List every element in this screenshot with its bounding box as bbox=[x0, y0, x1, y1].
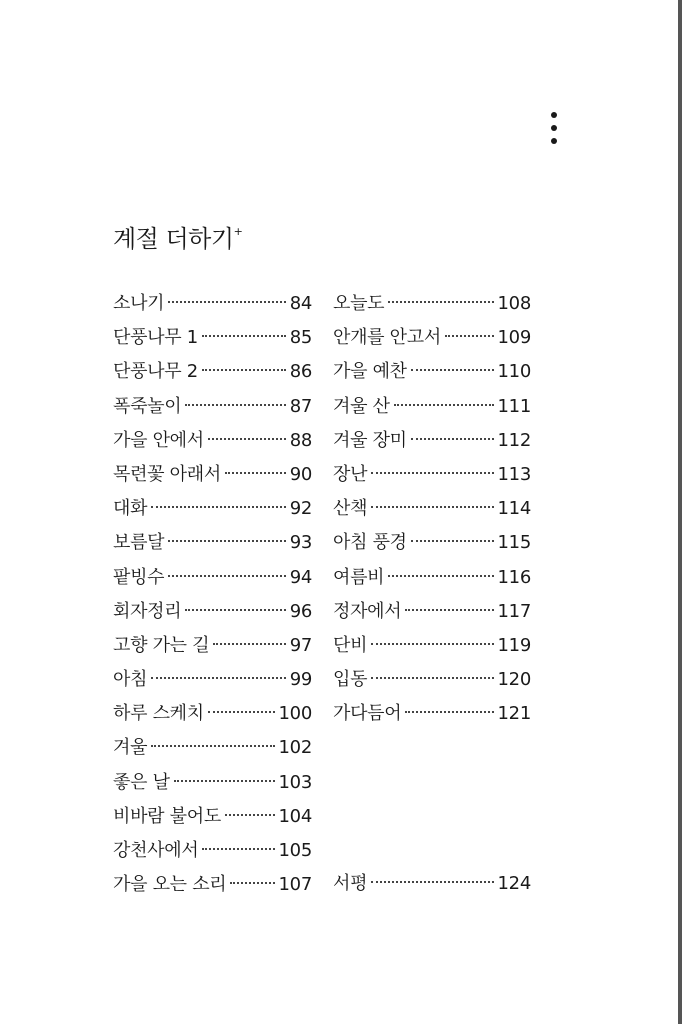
toc-entry-page: 114 bbox=[497, 498, 531, 520]
dot-leader bbox=[388, 301, 493, 303]
toc-entry-title: 좋은 날 bbox=[113, 771, 170, 793]
dot-leader bbox=[151, 506, 286, 508]
dot-leader bbox=[208, 438, 286, 440]
dot-leader bbox=[225, 814, 275, 816]
toc-entry-title: 가을 안에서 bbox=[113, 429, 204, 451]
toc-entry[interactable] bbox=[113, 492, 312, 526]
toc-entry-title: 가다듬어 bbox=[333, 703, 402, 725]
toc-entry-page: 88 bbox=[289, 429, 312, 451]
toc-entry-page: 99 bbox=[289, 669, 312, 691]
toc-entry-title: 단풍나무 2 bbox=[113, 361, 198, 383]
dot-leader bbox=[230, 882, 274, 884]
toc-entry-page: 92 bbox=[289, 498, 312, 520]
dot-leader bbox=[202, 369, 286, 371]
toc-entry[interactable] bbox=[333, 287, 531, 321]
toc-entry-page: 94 bbox=[289, 566, 312, 588]
toc-entry-page: 110 bbox=[497, 361, 531, 383]
toc-entry-page: 96 bbox=[289, 600, 312, 622]
toc-entry[interactable] bbox=[113, 287, 312, 321]
toc-entry-page: 105 bbox=[278, 840, 312, 861]
toc-entry-title: 안개를 안고서 bbox=[333, 327, 441, 349]
toc-entry-page: 87 bbox=[289, 395, 312, 417]
toc-entry-title: 오늘도 bbox=[333, 293, 385, 314]
toc-entry[interactable] bbox=[333, 595, 531, 629]
dot-leader bbox=[168, 540, 285, 542]
toc-entry-title: 아침 풍경 bbox=[333, 532, 407, 554]
toc-entry[interactable] bbox=[113, 834, 312, 868]
toc-entry-page: 103 bbox=[278, 771, 312, 793]
toc-entry-title: 회자정리 bbox=[113, 600, 182, 622]
dot-leader bbox=[371, 677, 493, 679]
page-edge-bar bbox=[678, 0, 682, 1024]
toc-entry-title: 서평 bbox=[333, 873, 368, 894]
toc-column-left bbox=[113, 287, 312, 902]
dot-leader bbox=[411, 369, 494, 371]
toc-entry[interactable] bbox=[113, 697, 312, 731]
toc-entry-title: 하루 스케치 bbox=[113, 703, 204, 725]
dot-leader bbox=[202, 848, 274, 850]
toc-entry-page: 97 bbox=[289, 634, 312, 656]
dot-leader bbox=[411, 438, 494, 440]
menu-dot bbox=[551, 138, 557, 144]
dot-leader bbox=[168, 301, 285, 303]
section-title-text: 계절 더하기 bbox=[113, 225, 234, 253]
toc-entry-title: 강천사에서 bbox=[113, 840, 199, 861]
toc-entry-title: 입동 bbox=[333, 669, 368, 691]
toc-entry-title: 폭죽놀이 bbox=[113, 395, 182, 417]
toc-entry-page: 117 bbox=[497, 600, 531, 622]
toc-entry-title: 산책 bbox=[333, 498, 368, 520]
toc-entry-page: 109 bbox=[497, 327, 531, 349]
toc-entry-title: 겨울 장미 bbox=[333, 429, 407, 451]
dot-leader bbox=[168, 575, 285, 577]
toc-entry[interactable] bbox=[113, 390, 312, 424]
toc-entry[interactable] bbox=[113, 731, 312, 765]
dot-leader bbox=[445, 335, 494, 337]
toc-entry-page: 84 bbox=[289, 293, 312, 314]
dot-leader bbox=[405, 711, 493, 713]
toc-entry-page: 93 bbox=[289, 532, 312, 554]
toc-entry-title: 대화 bbox=[113, 498, 148, 520]
menu-dot bbox=[551, 125, 557, 131]
toc-entry[interactable] bbox=[113, 526, 312, 560]
dot-leader bbox=[185, 609, 285, 611]
toc-entry[interactable] bbox=[333, 390, 531, 424]
dot-leader bbox=[371, 506, 493, 508]
toc-entry-page: 120 bbox=[497, 669, 531, 691]
toc-entry-page: 102 bbox=[278, 737, 312, 759]
toc-entry[interactable] bbox=[333, 867, 531, 901]
toc-entry[interactable] bbox=[113, 355, 312, 389]
dot-leader bbox=[371, 881, 493, 883]
menu-dot bbox=[551, 112, 557, 118]
toc-entry-title: 팥빙수 bbox=[113, 566, 165, 588]
toc-entry-page: 113 bbox=[497, 463, 531, 485]
toc-entry[interactable] bbox=[333, 492, 531, 526]
toc-entry[interactable] bbox=[333, 629, 531, 663]
toc-entry-title: 겨울 bbox=[113, 737, 148, 759]
toc-entry-title: 보름달 bbox=[113, 532, 165, 554]
toc-entry[interactable] bbox=[113, 629, 312, 663]
section-title bbox=[113, 219, 242, 254]
dot-leader bbox=[208, 711, 275, 713]
toc-entry-title: 단풍나무 1 bbox=[113, 327, 198, 349]
toc-entry-page: 85 bbox=[289, 327, 312, 349]
toc-entry-title: 단비 bbox=[333, 634, 368, 656]
toc-entry[interactable] bbox=[113, 458, 312, 492]
dot-leader bbox=[371, 472, 493, 474]
toc-entry-title: 가을 오는 소리 bbox=[113, 874, 227, 896]
dot-leader bbox=[151, 745, 274, 747]
toc-entry[interactable] bbox=[113, 424, 312, 458]
dot-leader bbox=[213, 643, 285, 645]
toc-entry-title: 정자에서 bbox=[333, 600, 402, 622]
toc-entry-title: 고향 가는 길 bbox=[113, 634, 210, 656]
dot-leader bbox=[174, 780, 275, 782]
toc-entry-page: 119 bbox=[497, 634, 531, 656]
toc-entry[interactable] bbox=[333, 526, 531, 560]
toc-entry-page: 116 bbox=[497, 566, 531, 588]
dot-leader bbox=[185, 404, 285, 406]
toc-entry-page: 90 bbox=[289, 463, 312, 485]
dot-leader bbox=[225, 472, 286, 474]
toc-entry-page: 86 bbox=[289, 361, 312, 383]
toc-entry[interactable] bbox=[113, 561, 312, 595]
toc-entry-page: 112 bbox=[497, 429, 531, 451]
toc-entry[interactable] bbox=[113, 868, 312, 902]
toc-entry-page: 107 bbox=[278, 874, 312, 896]
toc-entry[interactable] bbox=[333, 663, 531, 697]
toc-entry-title: 가을 예찬 bbox=[333, 361, 407, 383]
toc-entry-page: 111 bbox=[497, 395, 531, 417]
toc-entry[interactable] bbox=[113, 595, 312, 629]
toc-entry[interactable] bbox=[113, 766, 312, 800]
dot-leader bbox=[202, 335, 286, 337]
dot-leader bbox=[371, 643, 493, 645]
toc-entry-title: 아침 bbox=[113, 669, 148, 691]
dot-leader bbox=[411, 540, 494, 542]
toc-entry-title: 장난 bbox=[333, 463, 368, 485]
toc-entry-page: 104 bbox=[278, 805, 312, 827]
toc-entry[interactable] bbox=[333, 458, 531, 492]
section-title-mark: + bbox=[233, 225, 243, 238]
toc-entry-page: 121 bbox=[497, 703, 531, 725]
toc-entry-title: 겨울 산 bbox=[333, 395, 390, 417]
toc-entry[interactable] bbox=[333, 424, 531, 458]
dot-leader bbox=[405, 609, 493, 611]
toc-entry[interactable] bbox=[333, 321, 531, 355]
toc-entry-page: 100 bbox=[278, 703, 312, 725]
toc-entry[interactable] bbox=[113, 321, 312, 355]
toc-entry-title: 목련꽃 아래서 bbox=[113, 463, 221, 485]
toc-entry[interactable] bbox=[333, 561, 531, 595]
toc-entry[interactable] bbox=[333, 355, 531, 389]
toc-entry[interactable] bbox=[113, 663, 312, 697]
toc-entry-page: 115 bbox=[497, 532, 531, 554]
toc-entry-page: 108 bbox=[497, 293, 531, 314]
dot-leader bbox=[151, 677, 286, 679]
toc-entry[interactable] bbox=[333, 697, 531, 731]
dot-leader bbox=[394, 404, 494, 406]
toc-entry-page: 124 bbox=[497, 873, 531, 894]
toc-entry[interactable] bbox=[113, 800, 312, 834]
toc-entry-title: 소나기 bbox=[113, 293, 165, 314]
toc-entry-title: 비바람 불어도 bbox=[113, 805, 221, 827]
toc-entry-title: 여름비 bbox=[333, 566, 385, 588]
toc-column-right bbox=[333, 287, 531, 894]
dot-leader bbox=[388, 575, 493, 577]
more-vertical-icon[interactable] bbox=[549, 112, 559, 144]
